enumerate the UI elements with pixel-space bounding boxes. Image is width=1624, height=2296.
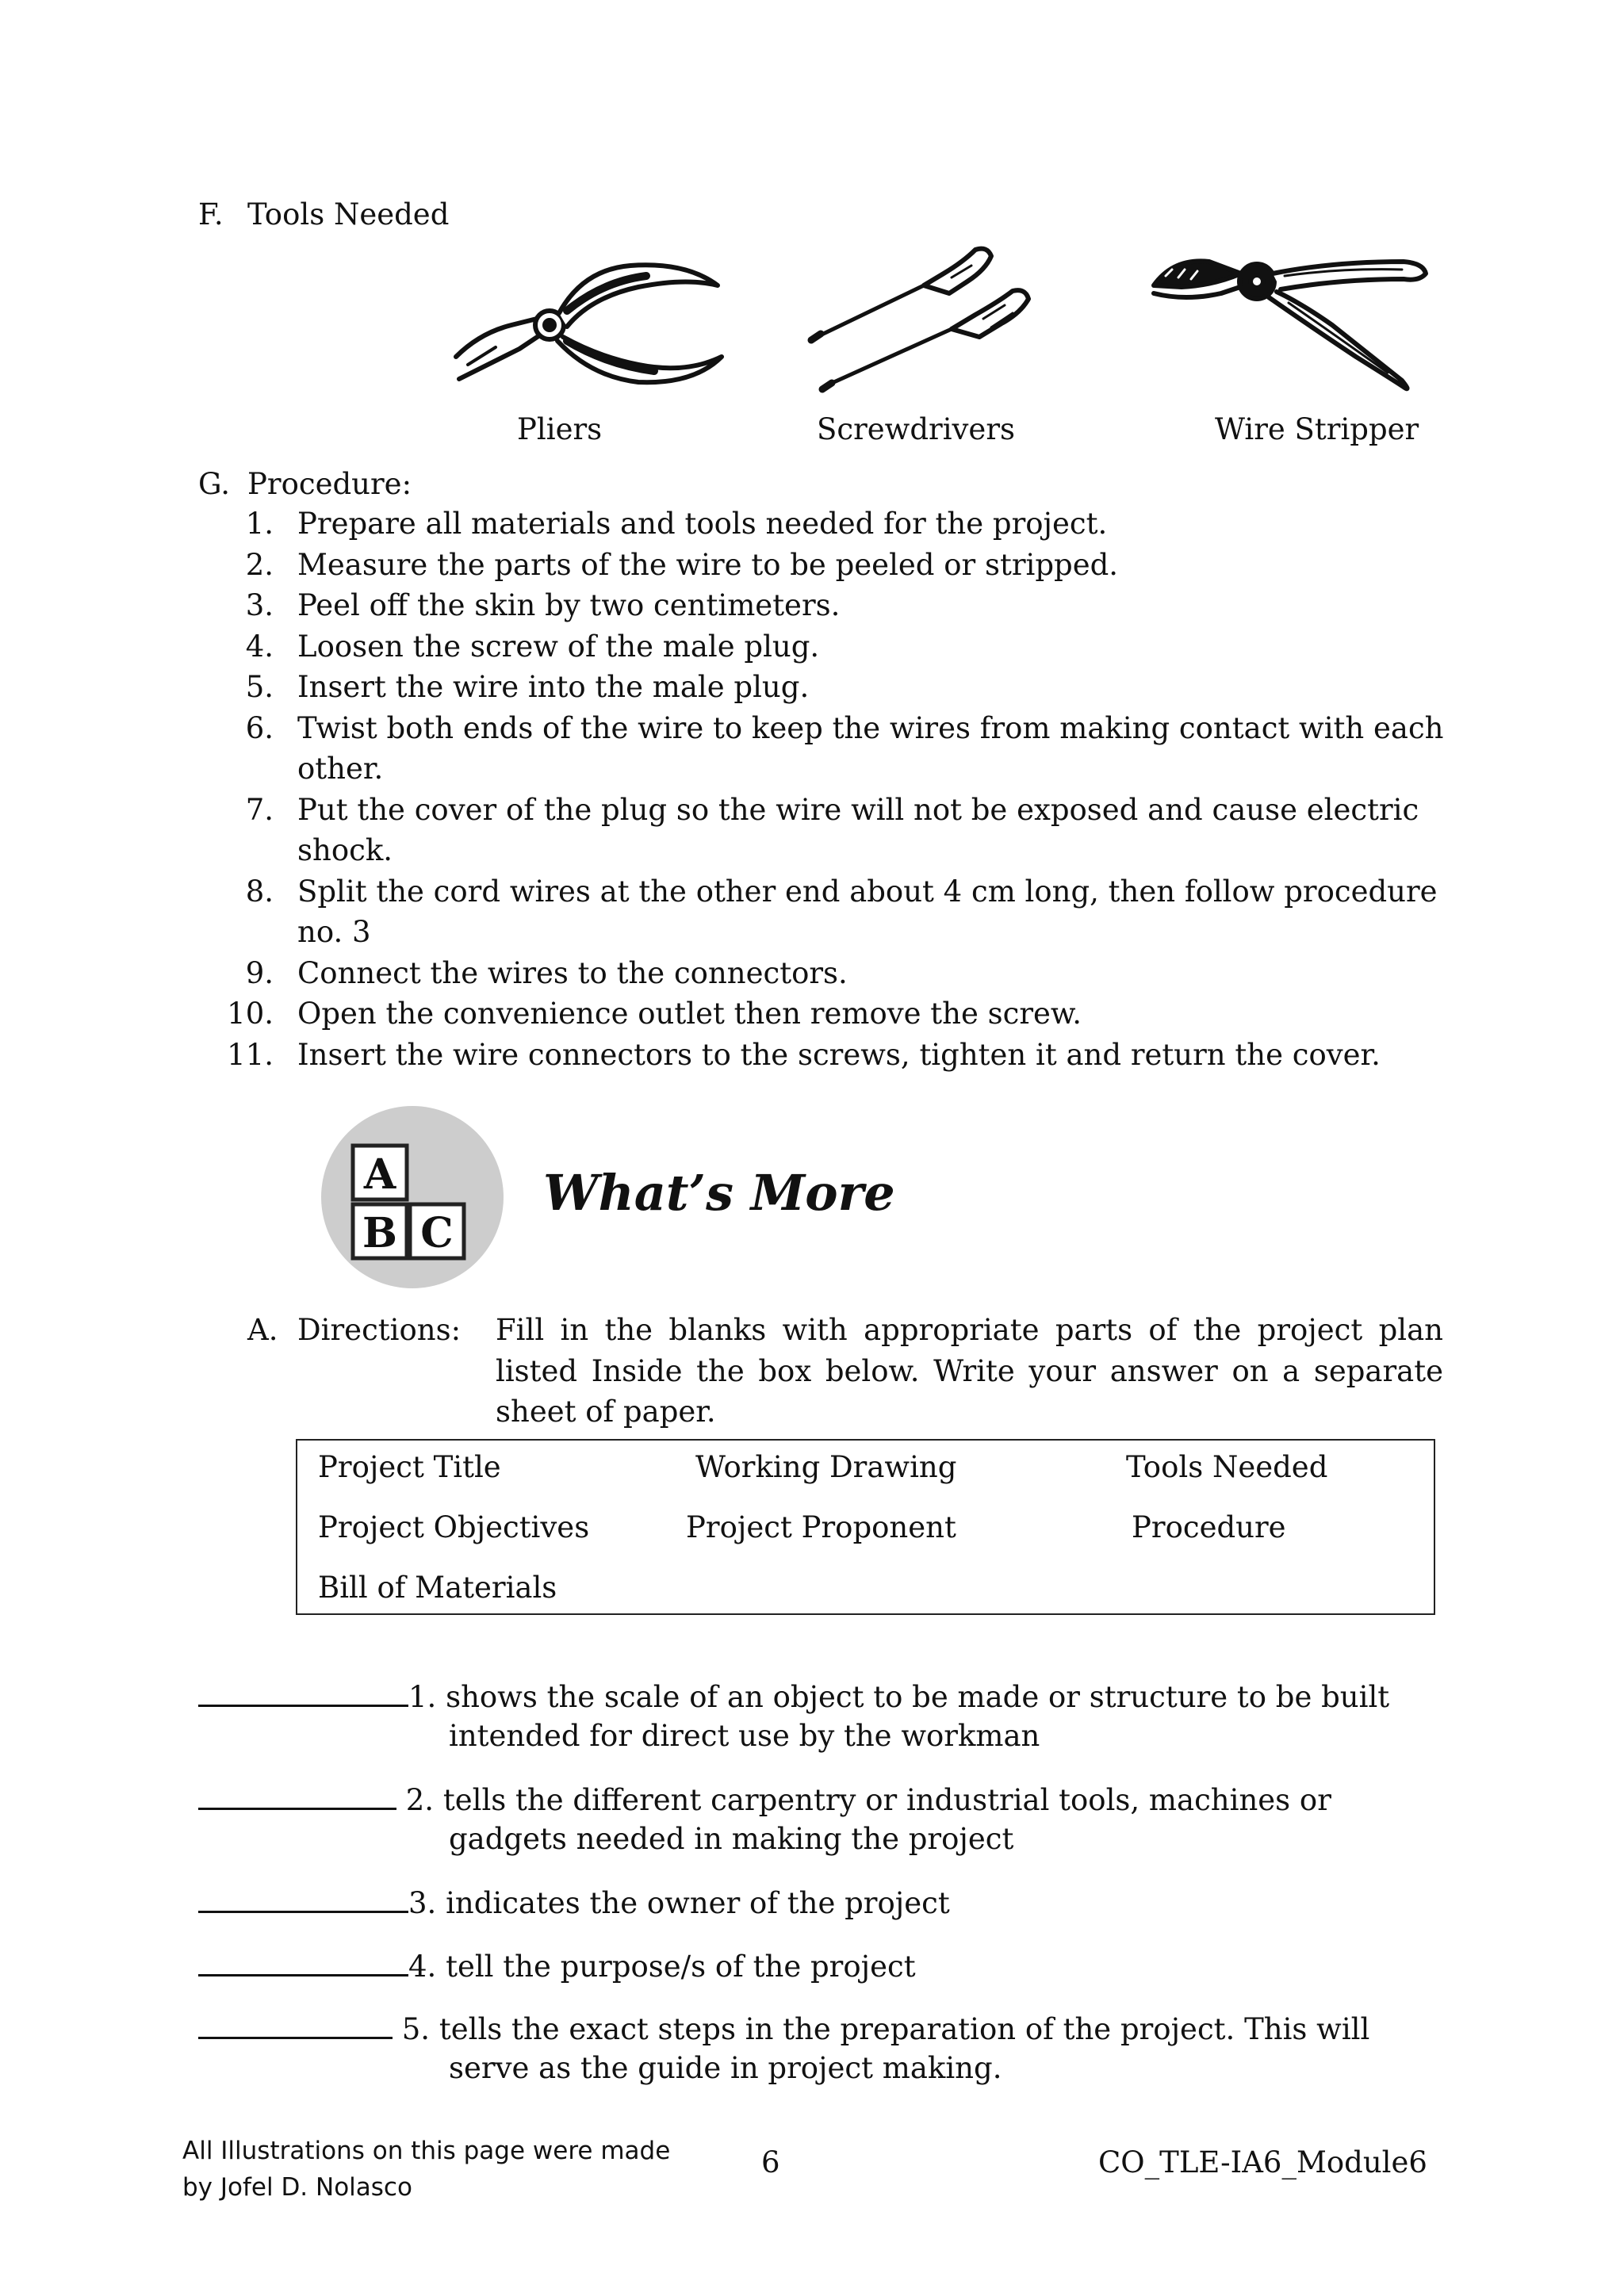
list-item: 10. Open the convenience outlet then remove the screw. bbox=[227, 997, 1082, 1031]
section-f-letter: F. bbox=[198, 197, 224, 232]
screwdrivers-icon bbox=[805, 242, 1043, 396]
list-item: 6. Twist both ends of the wire to keep the wires from making contact with each other. bbox=[245, 710, 1444, 786]
answer-blank[interactable] bbox=[198, 1877, 408, 1913]
question-5: 5. tells the exact steps in the preparation of the project. This will bbox=[198, 2003, 1369, 2051]
answer-blank[interactable] bbox=[198, 1941, 408, 1976]
directions-letter: A. bbox=[247, 1313, 278, 1347]
section-g-title: Procedure: bbox=[247, 467, 412, 501]
choice-item: Procedure bbox=[1132, 1510, 1286, 1544]
list-item: 2. Measure the parts of the wire to be peeled or stripped. bbox=[245, 547, 1119, 582]
whats-more-heading: What’s More bbox=[543, 1164, 895, 1222]
choices-box bbox=[296, 1439, 1435, 1615]
list-item: 4. Loosen the screw of the male plug. bbox=[245, 629, 820, 664]
block-letter-b: B bbox=[362, 1209, 397, 1257]
list-item: 8. Split the cord wires at the other end about 4 cm long, then follow procedure no. 3 bbox=[245, 874, 1438, 949]
question-1: 1. shows the scale of an object to be made or structure to be built bbox=[198, 1671, 1389, 1719]
tool-caption-wire-stripper: Wire Stripper bbox=[1215, 412, 1419, 446]
choice-item: Project Objectives bbox=[318, 1510, 590, 1544]
block-letter-c: C bbox=[420, 1209, 454, 1257]
section-f-title: Tools Needed bbox=[247, 197, 450, 232]
tool-caption-screwdrivers: Screwdrivers bbox=[817, 412, 1016, 446]
list-item: 3. Peel off the skin by two centimeters. bbox=[245, 588, 841, 622]
question-3: 3. indicates the owner of the project bbox=[198, 1877, 950, 1925]
answer-blank[interactable] bbox=[198, 1671, 408, 1707]
answer-blank[interactable] bbox=[198, 1774, 396, 1810]
procedure-list bbox=[198, 503, 1467, 1075]
question-2-continuation: gadgets needed in making the project bbox=[449, 1822, 1014, 1856]
question-2: 2. tells the different carpentry or industrial tools, machines or bbox=[198, 1774, 1331, 1822]
choice-item: Working Drawing bbox=[695, 1450, 957, 1484]
question-5-continuation: serve as the guide in project making. bbox=[449, 2051, 1002, 2085]
block-letter-a: A bbox=[363, 1150, 396, 1199]
answer-blank[interactable] bbox=[198, 2003, 393, 2039]
wire-stripper-icon bbox=[1150, 238, 1435, 396]
question-4: 4. tell the purpose/s of the project bbox=[198, 1941, 916, 1988]
page-number: 6 bbox=[761, 2145, 780, 2179]
directions-text: Fill in the blanks with appropriate parts of the project plan listed Inside the box below. Write your answer on a separate sheet of paper. bbox=[496, 1313, 1443, 1429]
list-item: 9. Connect the wires to the connectors. bbox=[245, 955, 848, 990]
illustration-credit: All Illustrations on this page were made by Jofel D. Nolasco bbox=[182, 2137, 671, 2202]
module-code: CO_TLE-IA6_Module6 bbox=[1098, 2145, 1427, 2179]
choice-item: Tools Needed bbox=[1126, 1450, 1328, 1484]
tool-caption-pliers: Pliers bbox=[517, 412, 603, 446]
pliers-icon bbox=[448, 238, 733, 396]
section-g-letter: G. bbox=[198, 467, 230, 501]
question-1-continuation: intended for direct use by the workman bbox=[449, 1719, 1040, 1753]
choice-item: Project Proponent bbox=[686, 1510, 956, 1544]
choice-item: Bill of Materials bbox=[318, 1571, 557, 1605]
abc-blocks-icon bbox=[321, 1106, 504, 1288]
list-item: 5. Insert the wire into the male plug. bbox=[245, 670, 810, 704]
directions-label: Directions: bbox=[297, 1313, 462, 1347]
list-item: 7. Put the cover of the plug so the wire will not be exposed and cause electric shock. bbox=[245, 792, 1419, 867]
choice-item: Project Title bbox=[318, 1450, 501, 1484]
list-item: 1. Prepare all materials and tools needed for the project. bbox=[245, 507, 1108, 541]
list-item: 11. Insert the wire connectors to the screws, tighten it and return the cover. bbox=[227, 1037, 1381, 1072]
